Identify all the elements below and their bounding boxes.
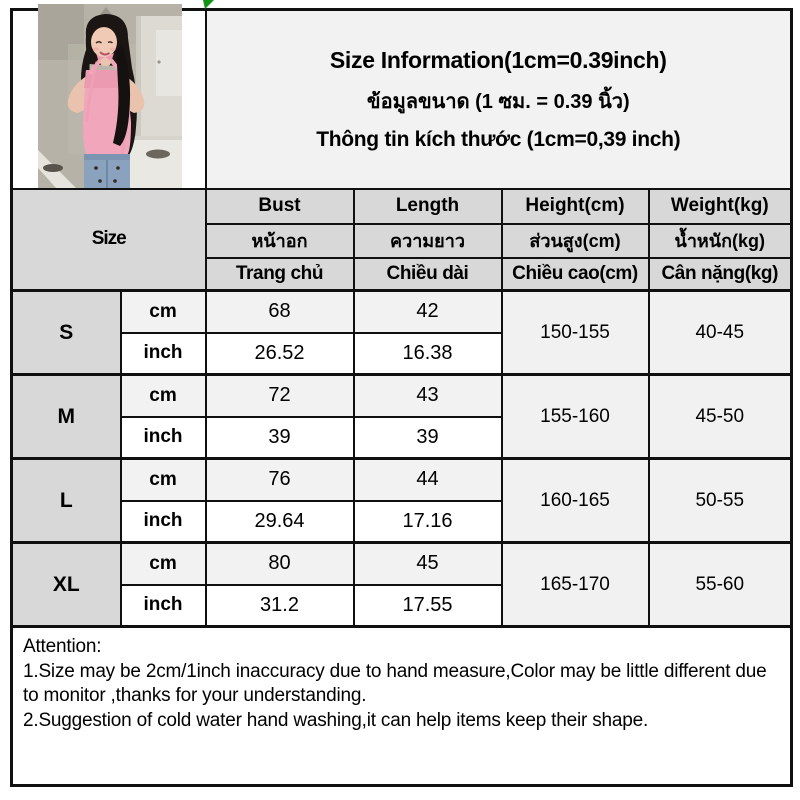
s-bust-cm: 68 xyxy=(206,291,354,333)
col-header-length-en: Length xyxy=(354,189,502,224)
title-thai: ข้อมูลขนาด (1 ซม. = 0.39 นิ้ว) xyxy=(366,90,630,113)
header-row-english xyxy=(12,189,792,224)
attention-heading: Attention: xyxy=(23,636,102,657)
xl-weight-range: 55-60 xyxy=(649,543,792,627)
attention-note-1: 1.Size may be 2cm/1inch inaccuracy due to hand measure,Color may be little different due to monitor ,thanks for your understanding. xyxy=(23,660,767,706)
model-photo xyxy=(38,4,182,188)
table-row-m-cm xyxy=(12,375,792,417)
col-header-bust-vi: Trang chủ xyxy=(206,258,354,291)
m-bust-cm: 72 xyxy=(206,375,354,417)
col-header-height-th: ส่วนสูง(cm) xyxy=(502,224,649,258)
xl-length-inch: 17.55 xyxy=(354,585,502,627)
unit-cm-label: cm xyxy=(121,459,206,501)
xl-bust-cm: 80 xyxy=(206,543,354,585)
unit-inch-label: inch xyxy=(121,333,206,375)
l-length-cm: 44 xyxy=(354,459,502,501)
xl-bust-inch: 31.2 xyxy=(206,585,354,627)
size-info-title xyxy=(207,47,791,152)
col-header-weight-vi: Cân nặng(kg) xyxy=(649,258,792,291)
size-m-label: M xyxy=(12,375,121,459)
title-english: Size Information(1cm=0.39inch) xyxy=(329,46,667,73)
s-height-range: 150-155 xyxy=(502,291,649,375)
unit-inch-label: inch xyxy=(121,501,206,543)
s-weight-range: 40-45 xyxy=(649,291,792,375)
col-header-height-en: Height(cm) xyxy=(502,189,649,224)
l-height-range: 160-165 xyxy=(502,459,649,543)
table-row-s-cm xyxy=(12,291,792,333)
size-s-label: S xyxy=(12,291,121,375)
size-l-label: L xyxy=(12,459,121,543)
table-row-xl-cm xyxy=(12,543,792,585)
table-row-l-cm xyxy=(12,459,792,501)
l-weight-range: 50-55 xyxy=(649,459,792,543)
title-vietnamese: Thông tin kích thước (1cm=0,39 inch) xyxy=(316,127,681,151)
m-weight-range: 45-50 xyxy=(649,375,792,459)
attention-section xyxy=(12,627,792,786)
m-length-cm: 43 xyxy=(354,375,502,417)
col-header-bust-th: หน้าอก xyxy=(206,224,354,258)
unit-cm-label: cm xyxy=(121,543,206,585)
title-cell xyxy=(206,10,792,189)
unit-cm-label: cm xyxy=(121,291,206,333)
col-header-height-vi: Chiều cao(cm) xyxy=(502,258,649,291)
l-length-inch: 17.16 xyxy=(354,501,502,543)
attention-row xyxy=(12,627,792,786)
col-header-bust-en: Bust xyxy=(206,189,354,224)
l-bust-cm: 76 xyxy=(206,459,354,501)
l-bust-inch: 29.64 xyxy=(206,501,354,543)
attention-note-2: 2.Suggestion of cold water hand washing,it can help items keep their shape. xyxy=(23,709,649,731)
unit-cm-label: cm xyxy=(121,375,206,417)
s-length-inch: 16.38 xyxy=(354,333,502,375)
col-header-length-th: ความยาว xyxy=(354,224,502,258)
xl-height-range: 165-170 xyxy=(502,543,649,627)
m-bust-inch: 39 xyxy=(206,417,354,459)
size-header: Size xyxy=(12,189,206,291)
s-bust-inch: 26.52 xyxy=(206,333,354,375)
xl-length-cm: 45 xyxy=(354,543,502,585)
col-header-weight-en: Weight(kg) xyxy=(649,189,792,224)
col-header-weight-th: น้ำหนัก(kg) xyxy=(649,224,792,258)
unit-inch-label: inch xyxy=(121,585,206,627)
size-xl-label: XL xyxy=(12,543,121,627)
unit-inch-label: inch xyxy=(121,417,206,459)
m-height-range: 155-160 xyxy=(502,375,649,459)
m-length-inch: 39 xyxy=(354,417,502,459)
col-header-length-vi: Chiều dài xyxy=(354,258,502,291)
s-length-cm: 42 xyxy=(354,291,502,333)
